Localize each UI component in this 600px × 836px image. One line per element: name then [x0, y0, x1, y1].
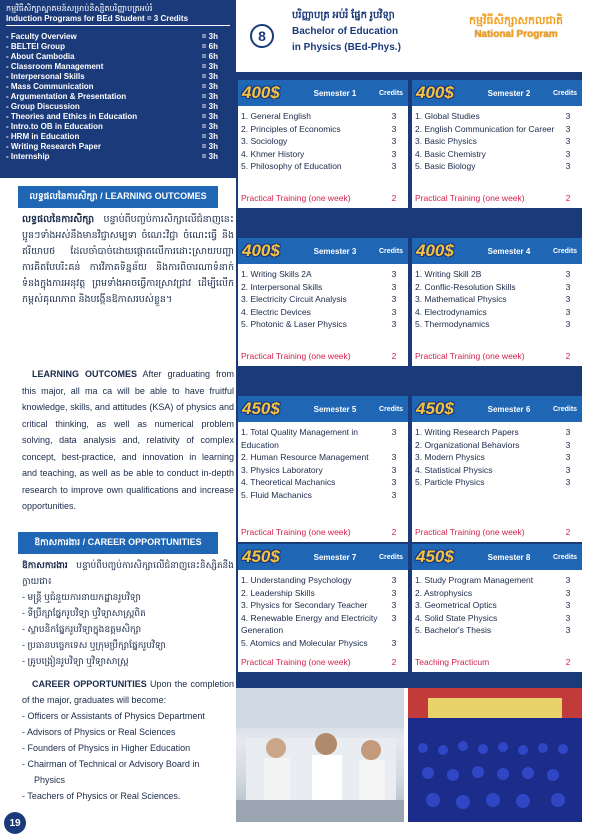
- semester-card: [412, 396, 582, 542]
- course-name: 3. Mathematical Physics: [415, 294, 507, 304]
- course-row: [415, 624, 579, 637]
- learning-outcomes-kh: [22, 212, 234, 308]
- course-row: [241, 160, 405, 173]
- course-list: [412, 422, 582, 522]
- course-name: 3. Basic Physics: [415, 136, 477, 146]
- curriculum-panel: [236, 72, 582, 688]
- course-list: [412, 570, 582, 652]
- course-row: [241, 612, 405, 637]
- practical-training-credits: 2: [391, 527, 397, 537]
- course-row: [415, 574, 579, 587]
- induction-item-name: - Argumentation & Presentation: [6, 92, 127, 101]
- course-name: 3. Modern Physics: [415, 452, 485, 462]
- program-title-en-1: Bachelor of Education: [292, 26, 399, 37]
- practical-training-row: [238, 188, 408, 208]
- career-kh-item: - ទីប្រឹក្សាផ្នែករូបវិទ្យា ឬវិទ្យាសាស្ត្រពិត: [22, 608, 146, 618]
- course-credits: 3: [565, 612, 571, 623]
- credits-header: Credits: [552, 247, 578, 255]
- course-row: [415, 148, 579, 161]
- course-name: 3. Geometrical Optics: [415, 600, 497, 610]
- course-row: [415, 426, 579, 439]
- career-kh-item: - ស្ថាបនិកផ្នែករូបវិទ្យាក្នុងឧត្តមសិក្សា: [22, 624, 142, 634]
- induction-item-name: - Mass Communication: [6, 82, 94, 91]
- induction-item-hours: = 3h: [201, 62, 218, 71]
- course-name: 3. Physics Laboratory: [241, 464, 323, 475]
- course-name: 2. Conflic-Resolution Skills: [415, 281, 516, 292]
- semester-price: 400$: [416, 83, 454, 102]
- course-name: 5. Bachelor's Thesis: [415, 625, 492, 635]
- course-row: [241, 476, 405, 489]
- practical-training-row: [412, 652, 582, 672]
- practical-training-credits: 2: [391, 193, 397, 203]
- course-credits: 3: [391, 161, 397, 171]
- course-name: 2. Human Resource Management: [241, 452, 369, 462]
- course-row: [415, 123, 579, 136]
- career-opportunities-heading: ឱកាសការងារ / CAREER OPPORTUNITIES: [18, 532, 218, 554]
- induction-item-hours: = 3h: [201, 102, 218, 111]
- course-name: 4. Basic Chemistry: [415, 148, 486, 159]
- course-row: [415, 612, 579, 625]
- course-row: [241, 574, 405, 587]
- course-name: 1. Global Studies: [415, 111, 480, 121]
- course-name: 2. English Communication for Career: [415, 123, 555, 134]
- induction-item-name: - Group Discussion: [6, 102, 80, 111]
- course-credits: 3: [391, 464, 397, 475]
- practical-training-name: Teaching Practicum: [415, 657, 490, 667]
- course-row: [241, 281, 405, 294]
- practical-training-row: [238, 346, 408, 366]
- induction-item-name: - Interpersonal Skills: [6, 72, 85, 81]
- course-name: 1. General English: [241, 111, 311, 121]
- semester-name: Semester 5: [313, 404, 357, 414]
- practical-training-credits: 2: [565, 657, 571, 667]
- course-credits: 3: [391, 427, 397, 437]
- career-kh-item: - គ្រូបង្រៀនរូបវិទ្យា ឬវិទ្យាសាស្ត្រ: [22, 656, 129, 666]
- course-credits: 3: [391, 148, 397, 159]
- practical-training-name: Practical Training (one week): [415, 351, 525, 361]
- practical-training-row: [412, 346, 582, 366]
- course-name: 4. Electrodynamics: [415, 306, 487, 317]
- career-en-item: - Teachers of Physics or Real Sciences.: [22, 791, 181, 801]
- practical-training-credits: 2: [565, 193, 571, 203]
- course-name: 2. Principles of Economics: [241, 123, 341, 134]
- course-name: 5. Basic Biology: [415, 161, 476, 171]
- national-program-label: [456, 14, 576, 42]
- course-credits: 3: [391, 452, 397, 462]
- program-title-kh: បរិញ្ញាបត្រ អប់រំ ផ្នែក រូបវិទ្យា: [292, 10, 395, 21]
- induction-item-hours: = 6h: [201, 52, 218, 61]
- semester-header: [412, 238, 582, 264]
- course-row: [415, 464, 579, 477]
- semester-header: [412, 80, 582, 106]
- course-credits: 3: [565, 625, 571, 635]
- learning-outcomes-en-lead: LEARNING OUTCOMES: [32, 369, 137, 379]
- course-credits: 3: [565, 439, 571, 450]
- induction-programs-box: [0, 0, 236, 178]
- program-title: [292, 8, 452, 56]
- induction-item-hours: = 3h: [201, 72, 218, 81]
- course-credits: 3: [391, 600, 397, 610]
- course-credits: 3: [391, 489, 397, 500]
- induction-item-hours: = 3h: [201, 92, 218, 101]
- course-row: [241, 123, 405, 136]
- course-name: 1. Writing Skill 2B: [415, 269, 482, 279]
- semester-price: 450$: [242, 399, 280, 418]
- course-row: [415, 110, 579, 123]
- course-list: [238, 570, 408, 652]
- career-kh-item: - ប្រធានបច្ចេកទេស ឬក្រុមប្រឹក្សាផ្នែករូបវិទ្យា: [22, 640, 166, 650]
- semester-price: 450$: [242, 547, 280, 566]
- course-credits: 3: [565, 111, 571, 121]
- course-credits: 3: [565, 136, 571, 146]
- semester-price: 400$: [416, 241, 454, 260]
- course-row: [241, 599, 405, 612]
- practical-training-row: [238, 652, 408, 672]
- page-number: 19: [4, 812, 26, 834]
- induction-item-hours: = 3h: [201, 122, 218, 131]
- course-name: 5. Photonic & Laser Physics: [241, 319, 347, 329]
- course-credits: 3: [391, 587, 397, 598]
- course-row: [241, 318, 405, 331]
- semester-header: [238, 238, 408, 264]
- practical-training-row: [412, 188, 582, 208]
- course-credits: 3: [565, 148, 571, 159]
- course-credits: 3: [565, 464, 571, 475]
- course-row: [241, 489, 405, 502]
- induction-item: [6, 72, 230, 82]
- practical-training-name: Practical Training (one week): [241, 351, 351, 361]
- induction-item: [6, 92, 230, 102]
- course-credits: 3: [565, 452, 571, 462]
- semester-name: Semester 6: [487, 404, 531, 414]
- career-en-item: - Officers or Assistants of Physics Department: [22, 711, 205, 721]
- induction-item-hours: = 6h: [201, 42, 218, 51]
- induction-item-hours: = 3h: [201, 82, 218, 91]
- credits-header: Credits: [378, 553, 404, 561]
- induction-item-name: - Internship: [6, 152, 50, 161]
- semester-price: 450$: [416, 547, 454, 566]
- course-credits: 3: [391, 612, 397, 623]
- course-row: [415, 587, 579, 600]
- semester-name: Semester 3: [313, 246, 357, 256]
- course-list: [238, 422, 408, 522]
- course-name: 1. Understanding Psychology: [241, 575, 352, 585]
- semester-card: [238, 80, 408, 208]
- career-kh-lead: ឱកាសការងារ: [22, 560, 68, 570]
- practical-training-name: Practical Training (one week): [415, 527, 525, 537]
- induction-item: [6, 102, 230, 112]
- career-opportunities-en: [22, 676, 234, 804]
- course-name: 5. Atomics and Molecular Physics: [241, 637, 368, 648]
- induction-item-name: - Theories and Ethics in Education: [6, 112, 138, 121]
- course-credits: 3: [391, 319, 397, 329]
- credits-header: Credits: [378, 405, 404, 413]
- induction-item-hours: = 3h: [201, 132, 218, 141]
- course-credits: 3: [565, 281, 571, 292]
- lab-photo: [236, 688, 404, 822]
- course-row: [241, 464, 405, 477]
- induction-item: [6, 82, 230, 92]
- course-credits: 3: [565, 294, 571, 304]
- semester-card: [238, 544, 408, 672]
- practical-training-row: [238, 522, 408, 542]
- course-list: [412, 264, 582, 346]
- practical-training-name: Practical Training (one week): [241, 527, 351, 537]
- induction-item-name: - Faculty Overview: [6, 32, 77, 41]
- semester-header: [238, 396, 408, 422]
- national-program-kh: កម្មវិធីសិក្សាសកលជាតិ: [469, 15, 563, 27]
- learning-outcomes-en-text: After graduating from this major, all ma ca will be able to have fruitful knowledge, skills, and attitudes (KSA) of physics and critical thinking, as well as numerical problem solving, data analysis and, relativity of complex concept, best-practice, and innovation in learning and teaching, as well as be able to conduct in-depth research to improve own qualifications and increase opportunities.: [22, 369, 234, 511]
- semester-card: [238, 238, 408, 366]
- course-name: 2. Organizational Behaviors: [415, 439, 520, 450]
- learning-outcomes-kh-text: បន្ទាប់ពីបញ្ចប់ការសិក្សាលើជំនាញនេះ ប្អូនៗទាំងអស់នឹងមានវិជ្ជាសម្បទា ចំណេះវិជ្ជា ចំណេះធ្វើ និងឥរិយាបថ ដែលចាំបាច់ដោយផ្ដោតលើការដោះស្រាយបញ្ហា ការគិតបែបរិះគន់ ការវិភាគទិន្នន័យ និងការពិចារណាទំនាក់ទំនងក្នុងការអនុវត្ត ព្រមទាំងអាចធ្វើការស្រាវជ្រាវ ដើម្បីលើកកម្ពស់គុណភាព និងបង្កើនឱកាសរបស់ខ្លួន។: [22, 214, 234, 305]
- career-en-text: Upon the completion of the major, graduates will become:: [22, 679, 234, 705]
- semester-price: 400$: [242, 241, 280, 260]
- course-row: [241, 451, 405, 464]
- course-credits: 3: [391, 637, 397, 648]
- course-row: [415, 599, 579, 612]
- course-row: [415, 451, 579, 464]
- induction-title: Induction Programs for BEd Student = 3 Credits: [6, 14, 230, 26]
- course-credits: 3: [391, 281, 397, 292]
- credits-header: Credits: [378, 89, 404, 97]
- course-name: 2. Leadership Skills: [241, 587, 315, 598]
- course-credits: 3: [565, 161, 571, 171]
- course-name: 5. Particle Physics: [415, 477, 485, 487]
- induction-item-name: - HRM in Education: [6, 132, 80, 141]
- course-row: [241, 293, 405, 306]
- induction-item-hours: = 3h: [201, 152, 218, 161]
- course-name: 4. Statistical Physics: [415, 464, 493, 475]
- course-row: [241, 268, 405, 281]
- course-credits: 3: [391, 306, 397, 317]
- course-row: [415, 293, 579, 306]
- induction-item-name: - Classroom Management: [6, 62, 104, 71]
- semester-name: Semester 7: [313, 552, 357, 562]
- course-name: 4. Solid State Physics: [415, 612, 498, 623]
- course-row: [415, 268, 579, 281]
- learning-outcomes-heading: លទ្ធផលនៃការសិក្សា / LEARNING OUTCOMES: [18, 186, 218, 208]
- national-program-en: National Program: [474, 29, 558, 40]
- course-name: 3. Electricity Circuit Analysis: [241, 294, 347, 304]
- credits-header: Credits: [552, 553, 578, 561]
- semester-name: Semester 8: [487, 552, 531, 562]
- course-name: 4. Electric Devices: [241, 306, 311, 317]
- course-row: [415, 318, 579, 331]
- practical-training-credits: 2: [565, 527, 571, 537]
- induction-item-hours: = 3h: [201, 112, 218, 121]
- career-kh-item: - មន្ត្រី ឬជំនួយការនាយកដ្ឋានរូបវិទ្យា: [22, 592, 141, 602]
- induction-item: [6, 132, 230, 142]
- course-credits: 3: [565, 600, 571, 610]
- course-row: [241, 135, 405, 148]
- induction-item-name: - About Cambodia: [6, 52, 75, 61]
- induction-list: [6, 32, 230, 162]
- course-name: 4. Khmer History: [241, 148, 305, 159]
- induction-title-kh: កម្មវិធីសិក្សាស្វាគមន៍សម្រាប់និស្សិតបរិញ្ញាបត្រអប់រំ: [6, 4, 153, 13]
- program-number-badge: 8: [250, 24, 274, 48]
- induction-item-hours: = 3h: [201, 142, 218, 151]
- induction-item: [6, 142, 230, 152]
- semester-header: [412, 544, 582, 570]
- course-list: [238, 106, 408, 188]
- course-name: 1. Writing Skills 2A: [241, 269, 312, 279]
- course-name: 2. Interpersonal Skills: [241, 281, 323, 292]
- course-credits: 3: [391, 294, 397, 304]
- program-title-en-2: in Physics (BEd-Phys.): [292, 42, 401, 53]
- semester-card: [412, 238, 582, 366]
- course-row: [241, 587, 405, 600]
- course-credits: 3: [565, 269, 571, 279]
- course-credits: 3: [391, 111, 397, 121]
- course-name: 4. Theoretical Machanics: [241, 477, 336, 487]
- induction-item: [6, 52, 230, 62]
- course-row: [415, 439, 579, 452]
- induction-item: [6, 62, 230, 72]
- practical-training-credits: 2: [391, 657, 397, 667]
- course-credits: 3: [565, 319, 571, 329]
- induction-item: [6, 112, 230, 122]
- course-name: 1. Study Program Management: [415, 575, 534, 585]
- course-credits: 3: [565, 477, 571, 487]
- practical-training-credits: 2: [391, 351, 397, 361]
- career-en-item: - Founders of Physics in Higher Education: [22, 743, 191, 753]
- course-row: [415, 135, 579, 148]
- course-row: [415, 306, 579, 319]
- course-name: 2. Astrophysics: [415, 587, 473, 598]
- course-row: [241, 306, 405, 319]
- semester-header: [412, 396, 582, 422]
- practical-training-row: [412, 522, 582, 542]
- course-name: 1. Writing Research Papers: [415, 427, 519, 437]
- induction-item-name: - Intro.to OB in Education: [6, 122, 103, 131]
- semester-card: [412, 80, 582, 208]
- practical-training-name: Practical Training (one week): [241, 193, 351, 203]
- course-credits: 3: [565, 427, 571, 437]
- course-credits: 3: [565, 123, 571, 134]
- learning-outcomes-kh-lead: លទ្ធផលនៃការសិក្សា: [22, 214, 95, 225]
- career-en-lead: CAREER OPPORTUNITIES: [32, 679, 147, 689]
- practical-training-name: Practical Training (one week): [241, 657, 351, 667]
- course-credits: 3: [391, 269, 397, 279]
- credits-header: Credits: [378, 247, 404, 255]
- credits-header: Credits: [552, 405, 578, 413]
- course-credits: 3: [565, 575, 571, 585]
- semester-name: Semester 1: [313, 88, 357, 98]
- course-name: 5. Philosophy of Education: [241, 161, 342, 171]
- induction-item: [6, 42, 230, 52]
- course-name: 1. Total Quality Management in Education: [241, 427, 359, 450]
- learning-outcomes-en: [22, 366, 234, 515]
- course-credits: 3: [391, 136, 397, 146]
- course-name: 4. Renewable Energy and Electricity Generation: [241, 612, 378, 635]
- induction-item: [6, 122, 230, 132]
- induction-item: [6, 32, 230, 42]
- course-row: [415, 160, 579, 173]
- course-row: [241, 110, 405, 123]
- course-credits: 3: [391, 123, 397, 134]
- course-credits: 3: [391, 575, 397, 585]
- course-row: [241, 637, 405, 650]
- semester-price: 450$: [416, 399, 454, 418]
- practical-training-credits: 2: [565, 351, 571, 361]
- course-name: 5. Fluid Machanics: [241, 489, 312, 500]
- semester-card: [238, 396, 408, 542]
- semester-name: Semester 2: [487, 88, 531, 98]
- course-credits: 3: [565, 306, 571, 317]
- semester-header: [238, 544, 408, 570]
- course-credits: 3: [391, 477, 397, 487]
- course-row: [415, 476, 579, 489]
- semester-card: [412, 544, 582, 672]
- credits-header: Credits: [552, 89, 578, 97]
- course-row: [241, 426, 405, 451]
- semester-name: Semester 4: [487, 246, 531, 256]
- graduation-photo: [408, 688, 582, 822]
- practical-training-name: Practical Training (one week): [415, 193, 525, 203]
- semester-header: [238, 80, 408, 106]
- course-row: [241, 148, 405, 161]
- course-row: [415, 281, 579, 294]
- course-credits: 3: [565, 587, 571, 598]
- induction-item-name: - Writing Research Paper: [6, 142, 101, 151]
- career-en-item: Physics: [34, 775, 66, 785]
- induction-item-hours: = 3h: [201, 32, 218, 41]
- course-list: [412, 106, 582, 188]
- course-list: [238, 264, 408, 346]
- career-en-item: - Advisors of Physics or Real Sciences: [22, 727, 176, 737]
- course-name: 3. Physics for Secondary Teacher: [241, 600, 368, 610]
- course-name: 3. Sociology: [241, 136, 288, 146]
- career-opportunities-kh: [22, 557, 234, 669]
- semester-price: 400$: [242, 83, 280, 102]
- career-en-item: - Chairman of Technical or Advisory Board in: [22, 759, 200, 769]
- induction-item: [6, 152, 230, 162]
- career-kh-text: បន្ទាប់ពីបញ្ចប់ការសិក្សាលើជំនាញនេះនិស្សិតនឹងក្លាយជា៖: [22, 560, 234, 586]
- induction-item-name: - BELTEI Group: [6, 42, 65, 51]
- course-name: 5. Thermodynamics: [415, 319, 490, 329]
